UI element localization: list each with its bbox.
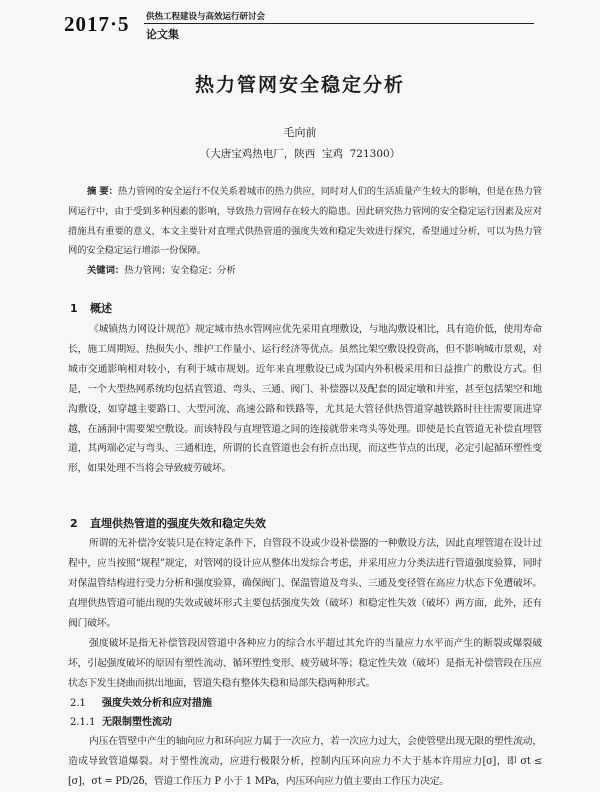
section-heading-2 — [70, 515, 266, 531]
paragraph-design: 所谓的无补偿冷安装只是在特定条件下，自管段不设或少设补偿器的一种敷设方法，因此直埋管道在设计过程中，应当按照“规程”规定，对管网的设计应从整体出发综合考虑，并采用应力分类法进行管道强度验算，同时对保温管结构进行受力分析和强度验算，确保阀门、保温管道及弯头、三通及变径管在高应力状态下免遭破坏。直埋供热管道可能出现的失效或破坏形式主要包括强度失效（破坏）和稳定性失效（破坏）两方面，此外，还有阀门破坏。 — [68, 538, 542, 629]
keywords-label: 关键词： — [87, 265, 125, 276]
keywords-text: 热力管网；安全稳定；分析 — [124, 265, 236, 276]
section-heading-1 — [70, 300, 112, 316]
subsection-title: 无限制塑性流动 — [102, 717, 172, 728]
keywords — [87, 262, 236, 276]
subsection-heading-2-1 — [70, 694, 212, 709]
collection-label: 论文集 — [146, 28, 179, 41]
paragraph-overview: 《城镇热力网设计规范》规定城市热水管网应优先采用直埋敷设，与地沟敷设相比，具有造价低，使用寿命长，施工周期短、热损失小、维护工作量小、运行经济等优点。虽然比架空敷设投资高，但不影响城市景观，对城市交通影响相对较小，有利于城市规划。近年来直埋敷设已成为国内外积极采用和日益推广的敷设方式。但是，一个大型热网系统均包括直管道、弯头、三通、阀门、补偿器以及配套的固定墩和井室，甚至包括架空和地沟敷设，如穿越主要路口、大型河流、高速公路和铁路等，尤其是大管径供热管道穿越铁路时往往需要顶进穿越，在涵洞中需要架空敷设。而该特段与直埋管道之间的连接就带来弯头等处理。即使是长直管道无补偿直埋管道，其两端必定与弯头、三通相连，所谓的长直管道也会有折点出现，而这些节点的出现，必定引起循环塑性变形，如果处理不当将会导致疲劳破坏。 — [68, 324, 542, 475]
header-rule — [144, 23, 534, 24]
subsection-number: 2.1.1 — [70, 717, 96, 728]
section-number: 2 — [70, 517, 78, 530]
section-title: 概述 — [90, 302, 112, 315]
section-number: 1 — [70, 302, 78, 315]
section-title: 直埋供热管道的强度失效和稳定失效 — [90, 517, 266, 530]
paper-title: 热力管网安全稳定分析 — [194, 74, 405, 96]
subsection-heading-2-1-1 — [70, 713, 172, 728]
subsection-number: 2.1 — [70, 698, 86, 709]
paragraph-failure: 强度破坏是指无补偿管段因管道中各种应力的综合水平超过其允许的当量应力水平而产生的断裂或爆裂破坏，引起强度破坏的原因有塑性流动、循环塑性变形、疲劳破坏等；稳定性失效（破坏）是指无补偿管段在压应状态下发生挠曲而拱出地面，管道失稳有整体失稳和局部失稳两种形式。 — [68, 638, 542, 689]
subsection-title: 强度失效分析和应对措施 — [102, 698, 212, 709]
abstract — [68, 182, 542, 261]
abstract-label: 摘 要： — [87, 186, 118, 197]
abstract-text: 热力管网的安全运行不仅关系着城市的热力供应，同时对人们的生活质量产生较大的影响，但是在热力管网运行中，由于受到多种因素的影响，导致热力管网存在较大的隐患。因此研究热力管网的安全稳定运行因素及应对措施具有重要的意义，本文主要针对直埋式供热管道的强度失效和稳定失效进行探究，希望通过分析，可以为热力管网的安全稳定运行增添一份保障。 — [68, 186, 542, 257]
paragraph-plastic-flow: 内压在管壁中产生的轴向应力和环向应力属于一次应力，若一次应力过大，会使管壁出现无限的塑性流动，造成导致管道爆裂。对于塑性流动，应进行极限分析，控制内压环向应力不大于基本许用应力[σ]，即 σt ≤ [σ]，σt = PD/2δ，管道工作压力 P 小于 1 MPa，内压环向应力值主要由工作压力决定。 — [68, 736, 542, 787]
year-issue: 2017·5 — [64, 12, 130, 36]
paper-author: 毛向前 — [283, 126, 317, 139]
author-affiliation: （大唐宝鸡热电厂，陕西 宝鸡 721300） — [199, 148, 401, 160]
conference-name: 供热工程建设与高效运行研讨会 — [146, 12, 266, 22]
journal-header — [64, 6, 544, 40]
